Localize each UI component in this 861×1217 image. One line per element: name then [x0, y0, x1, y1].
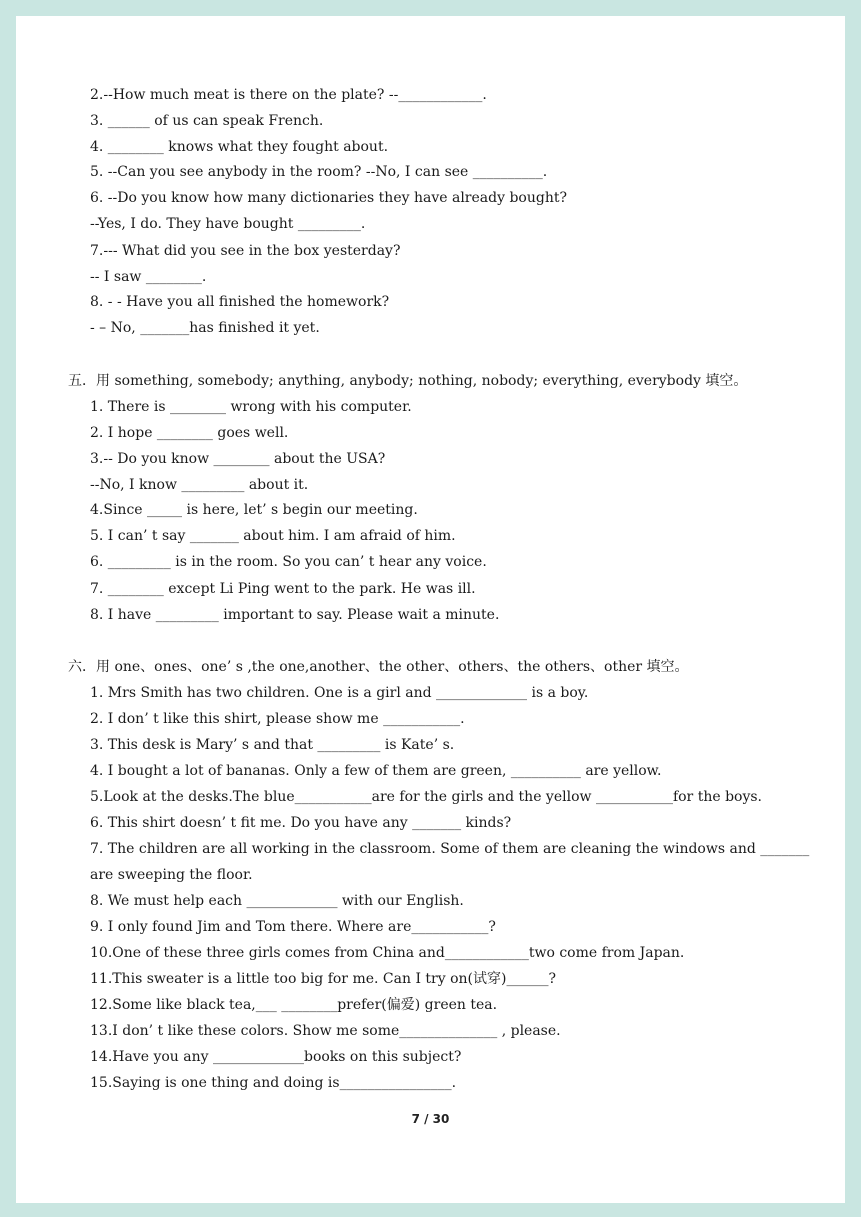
exercise-item: 1. Mrs Smith has two children. One is a girl and _____________ is a boy. [90, 685, 589, 701]
exercise-item: 4. ________ knows what they fought about. [90, 139, 389, 155]
exercise-item: 7. The children are all working in the classroom. Some of them are cleaning the windows and _______ [90, 841, 810, 857]
exercise-item: 14.Have you any _____________books on this subject? [90, 1049, 462, 1065]
exercise-item: 15.Saying is one thing and doing is________________. [90, 1075, 457, 1091]
exercise-item: 8. - - Have you all finished the homework? [90, 294, 390, 310]
section-heading: 五．用 something, somebody; anything, anybody; nothing, nobody; everything, everybody 填空。 [68, 373, 748, 389]
exercise-item: 5. --Can you see anybody in the room? --No, I can see __________. [90, 164, 548, 180]
exercise-item: 2.--How much meat is there on the plate? --____________. [90, 87, 487, 103]
exercise-item: 13.I don’ t like these colors. Show me some______________ , please. [90, 1023, 561, 1039]
exercise-item: are sweeping the floor. [90, 867, 253, 883]
exercise-item: 3. This desk is Mary’ s and that _________ is Kate’ s. [90, 737, 455, 753]
exercise-item: 6. --Do you know how many dictionaries they have already bought? [90, 190, 567, 206]
exercise-item: 4.Since _____ is here, let’ s begin our meeting. [90, 502, 418, 518]
exercise-item: 5. I can’ t say _______ about him. I am afraid of him. [90, 528, 456, 544]
section-heading: 六．用 one、ones、one’ s ,the one,another、the other、others、the others、other 填空。 [68, 659, 689, 675]
exercise-item: 1. There is ________ wrong with his computer. [90, 399, 412, 415]
exercise-item: 3. ______ of us can speak French. [90, 113, 324, 129]
exercise-item: 2. I don’ t like this shirt, please show me ___________. [90, 711, 465, 727]
exercise-item: 6. _________ is in the room. So you can’ t hear any voice. [90, 554, 487, 570]
exercise-item: 9. I only found Jim and Tom there. Where are___________? [90, 919, 496, 935]
exercise-item: 7. ________ except Li Ping went to the park. He was ill. [90, 581, 476, 597]
exercise-item: 12.Some like black tea,___ ________prefer(偏爱) green tea. [90, 997, 498, 1013]
exercise-item: 5.Look at the desks.The blue___________are for the girls and the yellow ___________for the boys. [90, 789, 763, 805]
exercise-item: 11.This sweater is a little too big for me. Can I try on(试穿)______? [90, 971, 556, 987]
exercise-item: 6. This shirt doesn’ t fit me. Do you have any _______ kinds? [90, 815, 512, 831]
exercise-item: 3.-- Do you know ________ about the USA? [90, 451, 386, 467]
exercise-item: - – No, _______has finished it yet. [90, 320, 320, 336]
exercise-item: 8. I have _________ important to say. Please wait a minute. [90, 607, 500, 623]
exercise-item: --Yes, I do. They have bought _________. [90, 216, 366, 232]
exercise-item: 2. I hope ________ goes well. [90, 425, 289, 441]
page-number: 7 / 30 [411, 1112, 450, 1126]
exercise-item: -- I saw ________. [90, 269, 207, 285]
exercise-item: --No, I know _________ about it. [90, 477, 309, 493]
exercise-item: 7.--- What did you see in the box yesterday? [90, 243, 401, 259]
exercise-item: 4. I bought a lot of bananas. Only a few of them are green, __________ are yellow. [90, 763, 662, 779]
worksheet-page [16, 16, 845, 1203]
exercise-item: 8. We must help each _____________ with our English. [90, 893, 464, 909]
exercise-item: 10.One of these three girls comes from China and____________two come from Japan. [90, 945, 685, 961]
